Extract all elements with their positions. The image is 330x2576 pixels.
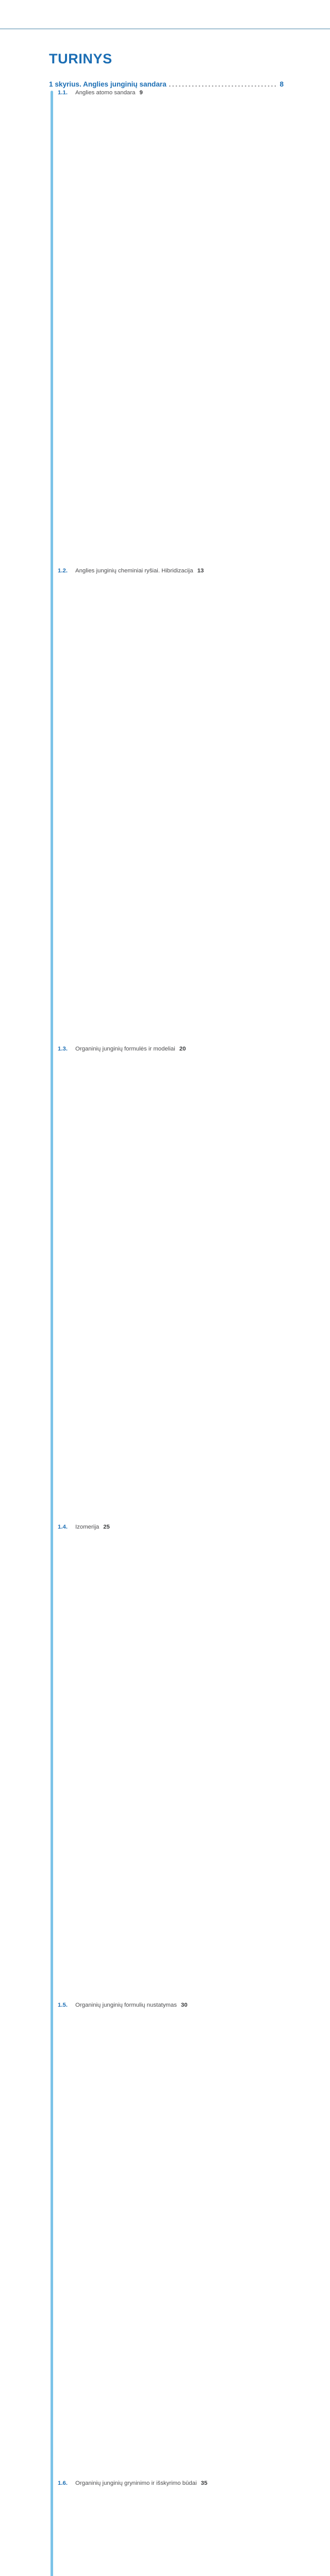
- toc-entry-row[interactable]: [58, 2002, 284, 2480]
- entry-number: 1.6.: [58, 2480, 68, 2486]
- section-body: [49, 89, 284, 2576]
- entry-title: Anglies junginių cheminiai ryšiai. Hibridizacija: [75, 568, 193, 574]
- section-rows: [58, 89, 284, 2576]
- header-rule: [0, 28, 330, 29]
- entry-title: Organinių junginių formulių nustatymas: [75, 2002, 177, 2008]
- entry-title: Organinių junginių gryninimo ir išskyrimo būdai: [75, 2480, 197, 2486]
- entry-number: 1.1.: [58, 90, 68, 96]
- page-content: [49, 51, 284, 2576]
- section-accent-bar: [51, 91, 53, 2576]
- entry-page-number: 25: [103, 1523, 284, 2002]
- entry-page-number: 20: [179, 1045, 284, 1523]
- entry-number: 1.5.: [58, 2002, 68, 2008]
- entry-title: Anglies atomo sandara: [75, 90, 136, 96]
- entry-page-number: 13: [197, 567, 284, 1045]
- entry-number: 1.2.: [58, 568, 68, 574]
- toc-entry-row[interactable]: [58, 2480, 284, 2576]
- toc-entry-row[interactable]: [58, 1523, 284, 2002]
- toc-section: [49, 80, 284, 2576]
- section-header-row[interactable]: [49, 80, 284, 89]
- entry-title: Organinių junginių formulės ir modeliai: [75, 1046, 175, 1052]
- entry-page-number: 35: [201, 2480, 284, 2576]
- entry-page-number: 9: [140, 89, 284, 567]
- entry-page-number: 30: [181, 2002, 284, 2480]
- section-title: 1 skyrius. Anglies junginių sandara: [49, 80, 167, 88]
- page-title: TURINYS: [49, 51, 112, 66]
- entry-title: Izomerija: [75, 1524, 100, 1530]
- entry-number: 1.3.: [58, 1046, 68, 1052]
- toc-entry-row[interactable]: [58, 1045, 284, 1523]
- entry-number: 1.4.: [58, 1524, 68, 1530]
- dot-leader: [169, 85, 278, 87]
- toc: [49, 80, 284, 2576]
- toc-entry-row[interactable]: [58, 567, 284, 1045]
- section-page-number: 8: [279, 80, 284, 88]
- toc-entry-row[interactable]: [58, 89, 284, 567]
